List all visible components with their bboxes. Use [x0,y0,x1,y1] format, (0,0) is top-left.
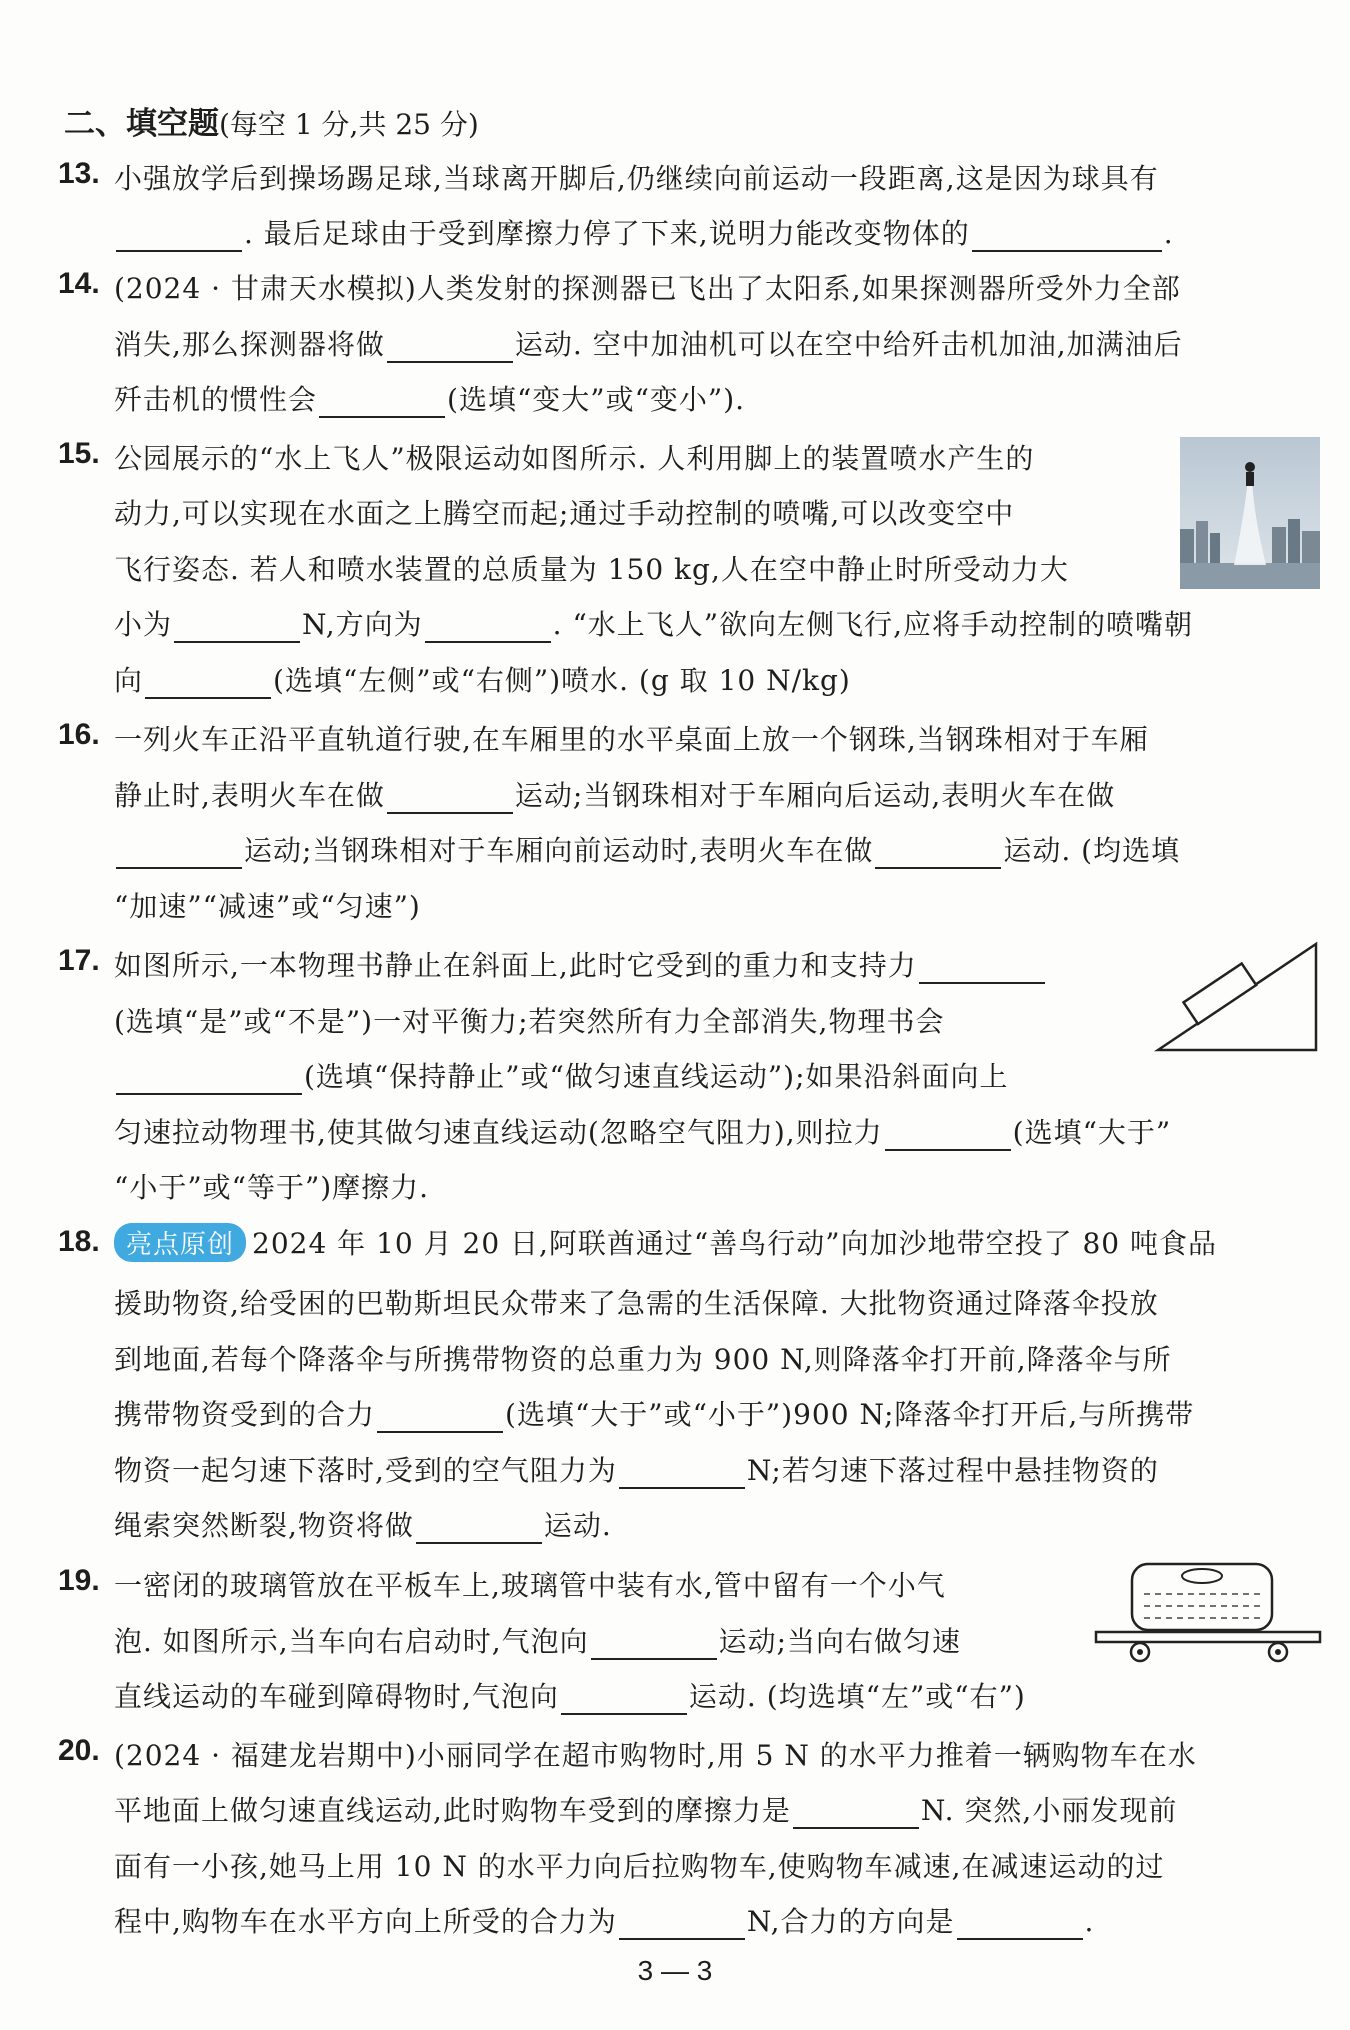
question-text: 匀速拉动物理书,使其做匀速直线运动(忽略空气阻力),则拉力 [114,1116,883,1149]
section-heading: 二、填空题 [64,106,219,142]
question-text: 消失,那么探测器将做 [114,328,385,361]
question-text: 运动. [543,1509,612,1542]
question-text: 公园展示的“水上飞人”极限运动如图所示. 人利用脚上的装置喷水产生的 [114,442,1035,475]
question-text: (选填“变大”或“变小”). [447,383,746,416]
incline-book-diagram [1152,938,1322,1058]
question-text: 一密闭的玻璃管放在平板车上,玻璃管中装有水,管中留有一个小气 [114,1569,946,1602]
question-text: (选填“大于”或“小于”)900 N;降落伞打开后,与所携带 [505,1398,1195,1431]
question-text: 静止时,表明火车在做 [114,779,385,812]
answer-blank[interactable] [319,386,445,418]
question-text: 小强放学后到操场踢足球,当球离开脚后,仍继续向前运动一段距离,这是因为球具有 [114,162,1159,195]
question-line [114,1900,1094,1940]
question-number: 19. [58,1564,100,1597]
answer-blank[interactable] [885,1119,1011,1151]
question-line [114,1111,1171,1151]
question-line [114,1055,1009,1095]
question-number: 17. [58,944,100,977]
question-text: . [1084,1905,1095,1938]
question-number: 13. [58,157,100,190]
question-text: (选填“大于” [1012,1116,1172,1149]
question-line [114,659,851,699]
answer-blank[interactable] [377,1401,503,1433]
answer-blank[interactable] [972,220,1162,252]
question-text: 运动;当钢珠相对于车厢向前运动时,表明火车在做 [244,834,874,867]
answer-blank[interactable] [174,611,300,643]
answer-blank[interactable] [591,1628,717,1660]
answer-blank[interactable] [116,837,242,869]
answer-blank[interactable] [145,667,271,699]
question-text: N. 突然,小丽发现前 [920,1794,1178,1827]
question-text: 运动. 空中加油机可以在空中给歼击机加油,加满油后 [514,328,1183,361]
question-line [114,1789,1177,1829]
question-text: (选填“是”或“不是”)一对平衡力;若突然所有力全部消失,物理书会 [114,1005,945,1038]
question-text: 到地面,若每个降落伞与所携带物资的总重力为 900 N,则降落伞打开前,降落伞与所 [114,1343,1172,1376]
question-text: 如图所示,一本物理书静止在斜面上,此时它受到的重力和支持力 [114,949,917,982]
question-number: 14. [58,267,100,300]
question-text: (2024 · 甘肃天水模拟)人类发射的探测器已飞出了太阳系,如果探测器所受外力全部 [114,272,1181,305]
question-text: 运动. (均选填 [1003,834,1181,867]
question-text: . “水上飞人”欲向左侧飞行,应将手动控制的喷嘴朝 [552,608,1193,641]
question-text: 向 [114,664,144,697]
question-line [114,1222,1217,1262]
water-flyer-photo [1180,437,1320,589]
question-text: 飞行姿态. 若人和喷水装置的总质量为 150 kg,人在空中静止时所受动力大 [114,553,1069,586]
question-text: 2024 年 10 月 20 日,阿联酋通过“善鸟行动”向加沙地带空投了 80 吨食品 [252,1227,1217,1260]
question-line [114,323,1183,363]
question-number: 15. [58,437,100,470]
answer-blank[interactable] [416,1512,542,1544]
question-text: N,合力的方向是 [746,1905,955,1938]
question-line [114,1504,612,1544]
question-number: 18. [58,1225,100,1258]
question-text: 绳索突然断裂,物资将做 [114,1509,414,1542]
section-title [64,98,479,143]
question-text: 平地面上做匀速直线运动,此时购物车受到的摩擦力是 [114,1794,791,1827]
answer-blank[interactable] [425,611,551,643]
answer-blank[interactable] [957,1908,1083,1940]
question-line [114,378,745,418]
question-text: N;若匀速下落过程中悬挂物资的 [746,1454,1159,1487]
glass-tube-cart-diagram [1092,1560,1326,1664]
question-text: 运动;当钢珠相对于车厢向后运动,表明火车在做 [514,779,1116,812]
question-text: 小为 [114,608,173,641]
question-text: 歼击机的惯性会 [114,383,318,416]
answer-blank[interactable] [619,1908,745,1940]
question-line [114,774,1115,814]
answer-blank[interactable] [793,1797,919,1829]
question-number: 16. [58,718,100,751]
page-number: 3 — 3 [637,1955,713,1986]
question-line [114,1620,961,1660]
question-text: “加速”“减速”或“匀速”) [114,890,421,923]
answer-blank[interactable] [619,1457,745,1489]
question-text: 携带物资受到的合力 [114,1398,376,1431]
original-badge: 亮点原创 [114,1223,246,1262]
answer-blank[interactable] [387,782,513,814]
question-text: 运动;当向右做匀速 [718,1625,962,1658]
question-text: 一列火车正沿平直轨道行驶,在车厢里的水平桌面上放一个钢珠,当钢珠相对于车厢 [114,723,1149,756]
question-line [114,944,1047,984]
question-line [114,603,1193,643]
question-text: 直线运动的车碰到障碍物时,气泡向 [114,1680,559,1713]
answer-blank[interactable] [875,837,1001,869]
question-text: (选填“保持静止”或“做匀速直线运动”);如果沿斜面向上 [304,1060,1009,1093]
question-line [114,1675,1026,1715]
question-text: . [1163,217,1174,250]
question-text: 援助物资,给受困的巴勒斯坦民众带来了急需的生活保障. 大批物资通过降落伞投放 [114,1287,1159,1320]
question-text: 程中,购物车在水平方向上所受的合力为 [114,1905,617,1938]
question-text: “小于”或“等于”)摩擦力. [114,1171,430,1204]
question-text: (选填“左侧”或“右侧”)喷水. (g 取 10 N/kg) [273,664,851,697]
question-line [114,1393,1194,1433]
question-text: (2024 · 福建龙岩期中)小丽同学在超市购物时,用 5 N 的水平力推着一辆购物车在水 [114,1739,1197,1772]
question-text: 泡. 如图所示,当车向右启动时,气泡向 [114,1625,589,1658]
question-text: 运动. (均选填“左”或“右”) [688,1680,1026,1713]
question-text: 面有一小孩,她马上用 10 N 的水平力向后拉购物车,使购物车减速,在减速运动的过 [114,1850,1165,1883]
question-line [114,829,1180,869]
question-line [114,1449,1159,1489]
question-number: 20. [58,1734,100,1767]
question-line [114,212,1174,252]
answer-blank[interactable] [116,1063,302,1095]
question-text: N,方向为 [302,608,423,641]
answer-blank[interactable] [116,220,242,252]
question-text: . 最后足球由于受到摩擦力停了下来,说明力能改变物体的 [244,217,970,250]
question-text: 动力,可以实现在水面之上腾空而起;通过手动控制的喷嘴,可以改变空中 [114,497,1015,530]
answer-blank[interactable] [919,952,1045,984]
question-text: 物资一起匀速下落时,受到的空气阻力为 [114,1454,617,1487]
section-score-note: (每空 1 分,共 25 分) [219,108,479,141]
answer-blank[interactable] [561,1683,687,1715]
answer-blank[interactable] [387,331,513,363]
